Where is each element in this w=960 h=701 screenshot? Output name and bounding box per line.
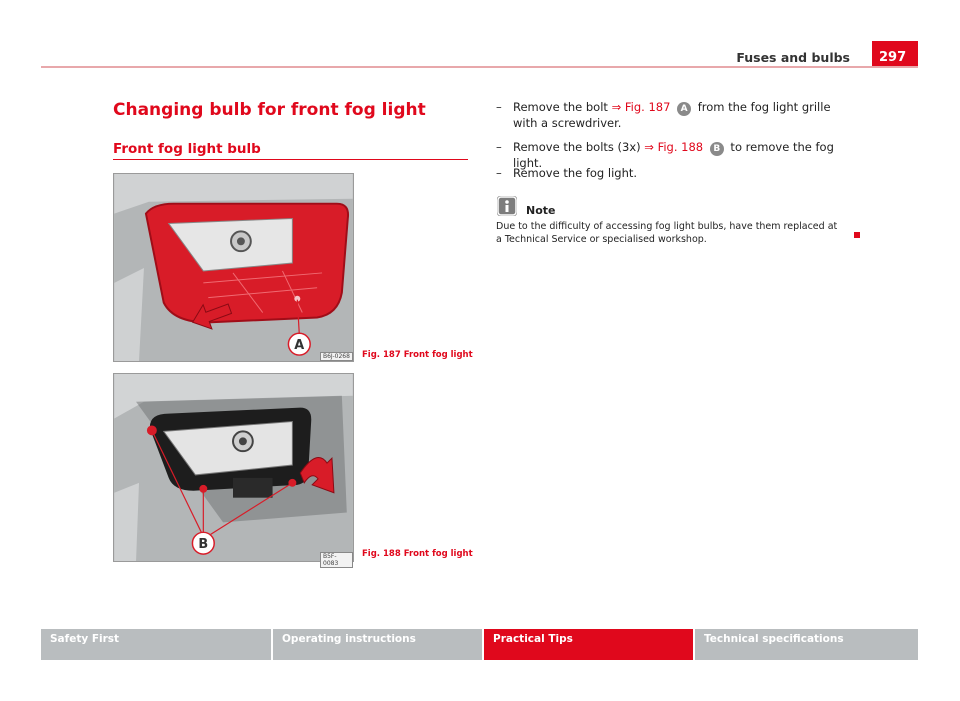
step-text: to remove the fog light. bbox=[513, 140, 834, 170]
fog-light-grille-illustration bbox=[114, 174, 353, 361]
note-title: Note bbox=[526, 204, 556, 217]
figure-187-link[interactable]: ⇒ Fig. 187 bbox=[611, 100, 671, 114]
figure-188-image bbox=[113, 373, 354, 567]
callout-badge-a: A bbox=[677, 102, 691, 116]
step-dash: – bbox=[496, 140, 502, 154]
note-text: Due to the difficulty of accessing fog light bulbs, have them replaced at a Technical Service or specialised workshop. bbox=[496, 221, 838, 245]
fog-light-housing-illustration bbox=[114, 374, 353, 561]
section-title: Changing bulb for front fog light bbox=[113, 100, 426, 120]
section-end-marker bbox=[854, 232, 860, 238]
step-remove-grille-bolt bbox=[496, 100, 856, 131]
section-subtitle: Front fog light bulb bbox=[113, 141, 261, 157]
figure-188-callout: B bbox=[198, 537, 209, 553]
step-text: Remove the bolt bbox=[513, 100, 612, 114]
callout-badge-b: B bbox=[710, 142, 724, 156]
page-number: 297 bbox=[872, 41, 918, 68]
footer-tab-technical-specifications[interactable]: Technical specifications bbox=[695, 629, 918, 660]
step-text: Remove the bolts (3x) bbox=[513, 140, 645, 154]
footer-tab-safety-first[interactable]: Safety First bbox=[41, 629, 271, 660]
figure-187-callout: A bbox=[294, 338, 305, 354]
header-rule bbox=[41, 66, 918, 68]
figure-188-code: B5F-0083 bbox=[320, 552, 353, 568]
step-remove-fog-light bbox=[496, 166, 856, 181]
subtitle-rule bbox=[113, 159, 468, 160]
running-header-title: Fuses and bulbs bbox=[736, 50, 850, 65]
footer-tab-operating-instructions[interactable]: Operating instructions bbox=[273, 629, 482, 660]
step-text: from the fog light grille with a screwdriver. bbox=[513, 100, 831, 130]
figure-187-image bbox=[113, 173, 354, 362]
info-icon bbox=[497, 196, 517, 216]
step-text: Remove the fog light. bbox=[513, 166, 638, 180]
footer-tab-practical-tips[interactable]: Practical Tips bbox=[484, 629, 693, 660]
figure-187-code: B6J-0268 bbox=[320, 352, 353, 361]
figure-188-caption: Fig. 188 Front fog light bbox=[362, 549, 473, 559]
figure-188-link[interactable]: ⇒ Fig. 188 bbox=[644, 140, 704, 154]
step-dash: – bbox=[496, 166, 502, 180]
figure-187-caption: Fig. 187 Front fog light bbox=[362, 350, 473, 360]
step-dash: – bbox=[496, 100, 502, 114]
